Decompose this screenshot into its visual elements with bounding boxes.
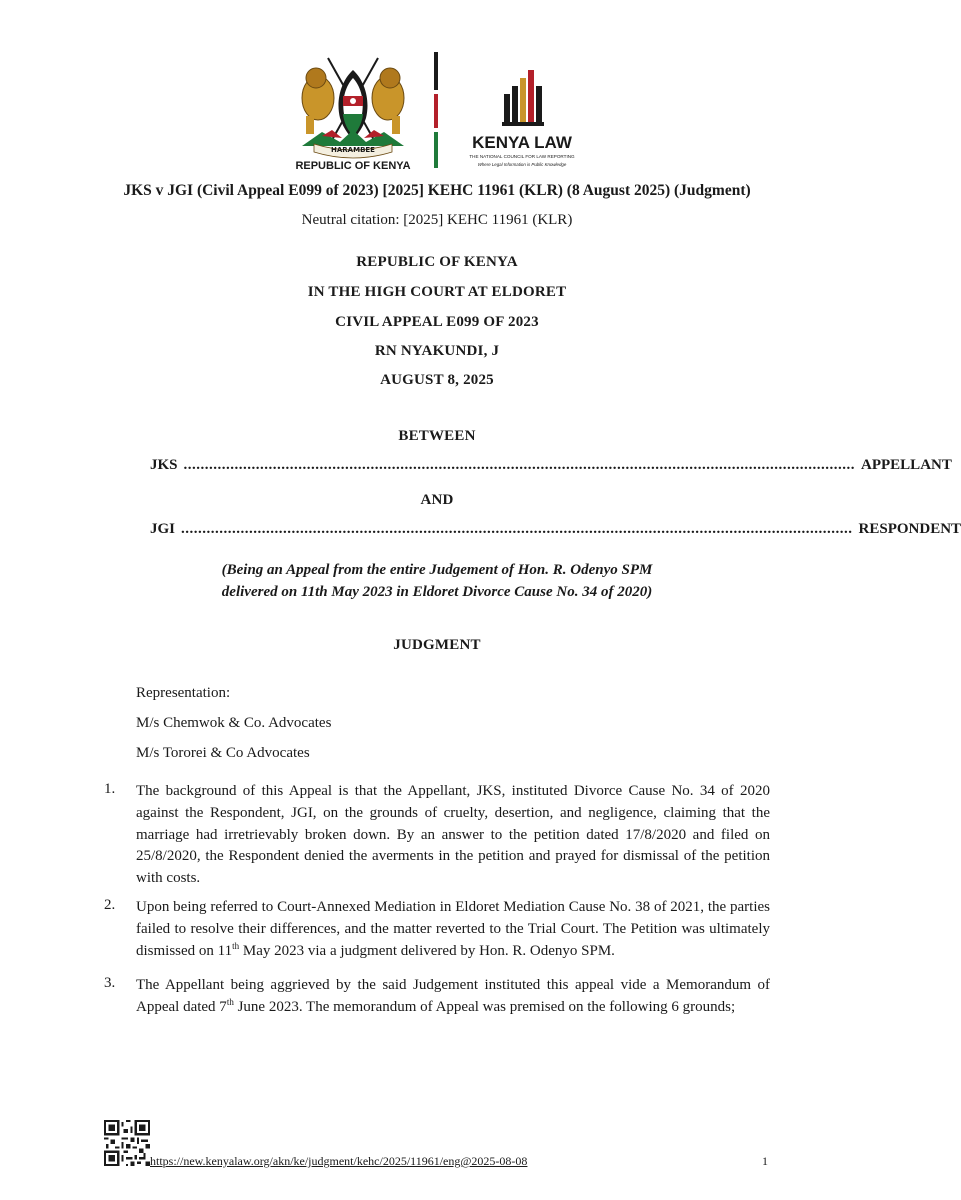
kenya-coat-of-arms-icon: [292, 48, 414, 172]
paragraph-3: [136, 975, 770, 1019]
between-label: BETWEEN: [398, 428, 476, 444]
paragraph-number: 3.: [104, 975, 116, 991]
neutral-citation: Neutral citation: [2025] KEHC 11961 (KLR): [301, 212, 573, 228]
respondent-name: JGI: [150, 521, 176, 537]
paragraph-2: [136, 897, 770, 962]
appeal-note-line-2: delivered on 11th May 2023 in Eldoret Divorce Cause No. 34 of 2020): [221, 584, 653, 600]
court-header-country: REPUBLIC OF KENYA: [356, 254, 518, 270]
document-title: JKS v JGI (Civil Appeal E099 of 2023) [2025] KEHC 11961 (KLR) (8 August 2025) (Judgment): [123, 182, 751, 199]
appellant-role: APPELLANT: [861, 457, 952, 473]
paragraph-2-text-b: May 2023 via a judgment delivered by Hon. R. Odenyo SPM.: [239, 942, 615, 959]
kenya-law-name: KENYA LAW: [472, 133, 572, 152]
page-number: 1: [762, 1154, 768, 1168]
court-header-judge: RN NYAKUNDI, J: [374, 343, 500, 359]
ordinal-suffix: th: [232, 940, 240, 951]
paragraph-2-text-a: Upon being referred to Court-Annexed Mediation in Eldoret Mediation Cause No. 38 of 2021, the parties failed to resolve their differences, and the matter reverted to the Trial Court. The Petition was ultimately dismissed on 11: [136, 899, 770, 959]
qr-code-icon: [104, 1120, 150, 1166]
appellant-row: [150, 457, 952, 474]
representation-advocate-2: M/s Tororei & Co Advocates: [136, 745, 310, 761]
appeal-note-line-1: (Being an Appeal from the entire Judgement of Hon. R. Odenyo SPM: [221, 562, 653, 578]
ordinal-suffix: th: [226, 996, 234, 1007]
respondent-role: RESPONDENT: [858, 521, 961, 537]
representation-advocate-1: M/s Chemwok & Co. Advocates: [136, 715, 332, 731]
kenya-law-subtitle: THE NATIONAL COUNCIL FOR LAW REPORTING: [469, 154, 575, 159]
leader-dots: ..............................................................................................................................................................: [183, 457, 856, 473]
judgment-heading: JUDGMENT: [393, 637, 481, 653]
court-header-date: AUGUST 8, 2025: [380, 372, 494, 388]
flag-divider-bar: [434, 52, 438, 168]
appellant-name: JKS: [150, 457, 178, 473]
paragraph-number: 1.: [104, 781, 116, 797]
paragraph-number: 2.: [104, 897, 116, 913]
paragraph-3-text-a: The Appellant being aggrieved by the said Judgement instituted this appeal vide a Memorandum of Appeal dated 7: [136, 977, 770, 1015]
paragraph-1: The background of this Appeal is that the Appellant, JKS, instituted Divorce Cause No. 34 of 2020 against the Respondent, JGI, on the grounds of cruelty, desertion, and negligence, claiming that the marriage had irretrievably broken down. By an answer to the petition dated 17/8/2020 and filed on 25/8/2020, the Respondent denied the averments in the petition and prayed for dismissal of the petition with costs.: [136, 783, 770, 887]
court-header-case: CIVIL APPEAL E099 OF 2023: [335, 314, 539, 330]
and-label: AND: [420, 492, 454, 508]
kenya-law-tagline: Where Legal Information is Public Knowledge: [477, 162, 567, 167]
coat-of-arms-caption: REPUBLIC OF KENYA: [295, 160, 411, 172]
leader-dots: ..............................................................................................................................................................: [181, 521, 853, 537]
respondent-row: [150, 521, 961, 538]
paragraph-3-text-b: June 2023. The memorandum of Appeal was premised on the following 6 grounds;: [233, 998, 736, 1015]
kenya-law-logo-icon: [458, 58, 586, 176]
source-url-link[interactable]: https://new.kenyalaw.org/akn/ke/judgment/kehc/2025/11961/eng@2025-08-08: [150, 1154, 528, 1168]
court-header-court: IN THE HIGH COURT AT ELDORET: [307, 284, 567, 300]
motto-text: HARAMBEE: [331, 146, 375, 154]
representation-label: Representation:: [136, 685, 231, 701]
